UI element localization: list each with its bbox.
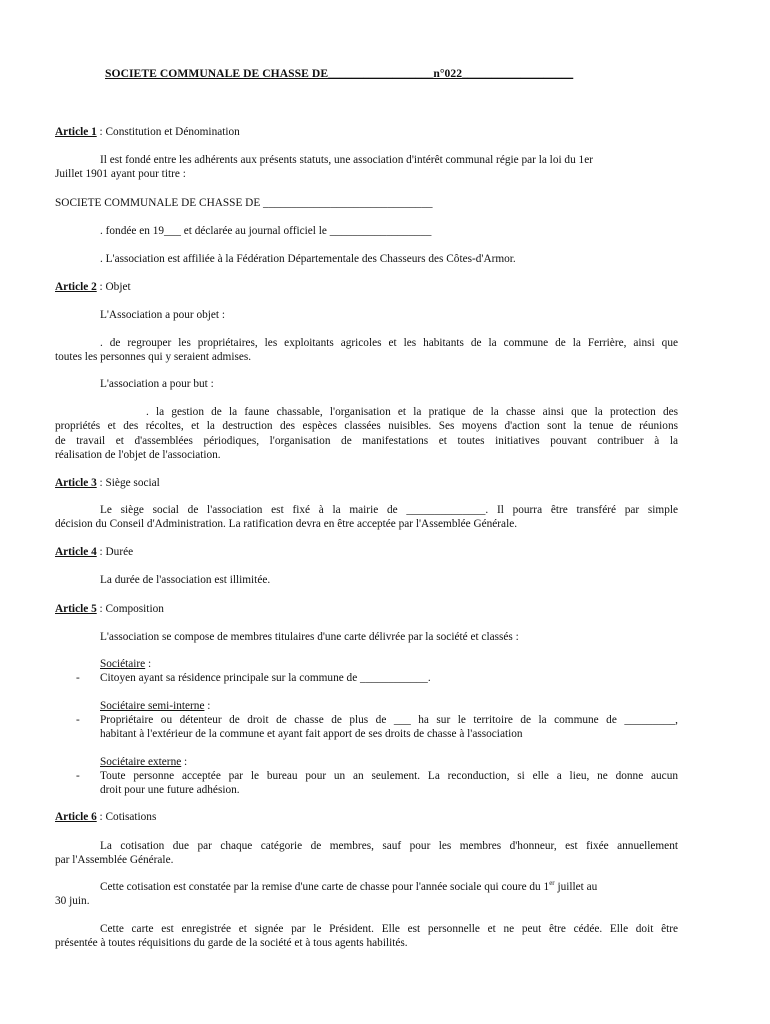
article-3-line2: décision du Conseil d'Administration. La ratification devra en être acceptée par l'Assemblée Générale.	[55, 518, 518, 530]
contribution-line1: La cotisation due par chaque catégorie de membres, sauf pour les membres d'honneur, est fixée annuellement	[100, 840, 678, 852]
member-description-line1: Toute personne acceptée par le bureau pour un an seulement. La reconduction, si elle a lieu, ne donne aucun	[100, 770, 678, 782]
goal-intro: L'association a pour but :	[100, 378, 214, 390]
goal-line3: de travail et d'assemblées périodiques, l'organisation de manifestations et toutes initiatives pouvant contribuer à la	[55, 435, 678, 447]
article-3-line1: Le siège social de l'association est fixé à la mairie de ______________. Il pourra être transféré par simple	[100, 504, 678, 516]
article-6-number: Article 6	[55, 811, 97, 823]
article-2-label: : Objet	[96, 281, 131, 293]
article-5-number: Article 5	[55, 603, 97, 615]
card-issue-text-a: Cette cotisation est constatée par la remise d'une carte de chasse pour l'année sociale qui coure du 1	[100, 881, 550, 893]
member-description-line1: Citoyen ayant sa résidence principale sur la commune de ____________.	[100, 672, 431, 684]
article-3-number: Article 3	[55, 477, 97, 489]
article-4-number: Article 4	[55, 546, 97, 558]
article-6-label: : Cotisations	[96, 811, 157, 823]
article-3-label: : Siège social	[96, 477, 160, 489]
goal-line2: propriétés et des récoltes, et la destruction des espèces classées nuisibles. Ses moyens d'action sont la tenue de réunions	[55, 420, 678, 432]
card-issue-line1	[100, 880, 678, 895]
article-1-text: Il est fondé entre les adhérents aux présents statuts, une association d'intérêt communal régie par la loi du 1er	[100, 154, 593, 166]
card-issue-text-b: juillet au	[554, 881, 598, 893]
article-4-heading	[55, 545, 133, 560]
ordinal-superscript: er	[549, 879, 555, 888]
member-type-title	[100, 657, 151, 672]
list-dash: -	[76, 672, 80, 684]
article-1-paragraph-line1	[100, 153, 678, 168]
article-4-label: : Durée	[96, 546, 134, 558]
member-type-name: Sociétaire externe	[100, 756, 182, 768]
list-dash: -	[76, 770, 80, 782]
association-name-line: SOCIETE COMMUNALE DE CHASSE DE ______________________________	[55, 197, 433, 209]
object-intro: L'Association a pour objet :	[100, 309, 226, 321]
member-description-line1: Propriétaire ou détenteur de droit de chasse de plus de ___ ha sur le territoire de la commune de _________,	[100, 714, 678, 726]
member-type-colon: :	[145, 658, 152, 670]
list-dash: -	[76, 714, 80, 726]
article-1-heading	[55, 125, 240, 140]
member-type-title	[100, 755, 187, 770]
founded-line: . fondée en 19___ et déclarée au journal officiel le __________________	[100, 225, 432, 237]
article-1-paragraph-line2: Juillet 1901 ayant pour titre :	[55, 168, 186, 180]
article-4-line1: La durée de l'association est illimitée.	[100, 574, 271, 586]
goal-line1: . la gestion de la faune chassable, l'organisation et la pratique de la chasse ainsi que la protection des	[146, 406, 678, 418]
goal-line4: réalisation de l'objet de l'association.	[55, 449, 221, 461]
article-5-label: : Composition	[96, 603, 164, 615]
member-type-title	[100, 699, 210, 714]
member-type-colon: :	[181, 756, 188, 768]
contribution-line2: par l'Assemblée Générale.	[55, 854, 174, 866]
article-1-label: : Constitution et Dénomination	[96, 126, 240, 138]
card-signature-line1: Cette carte est enregistrée et signée par le Président. Elle est personnelle et ne peut être cédée. Elle doit être	[100, 923, 678, 935]
object-line2: toutes les personnes qui y seraient admises.	[55, 351, 252, 363]
member-type-name: Sociétaire	[100, 658, 146, 670]
article-3-heading	[55, 476, 160, 491]
article-2-number: Article 2	[55, 281, 97, 293]
article-6-heading	[55, 810, 156, 825]
card-signature-line2: présentée à toutes réquisitions du garde de la société et à tous agents habilités.	[55, 937, 408, 949]
member-type-name: Sociétaire semi-interne	[100, 700, 205, 712]
article-1-number: Article 1	[55, 126, 97, 138]
member-description-line2: droit pour une future adhésion.	[100, 784, 240, 796]
article-2-heading	[55, 280, 131, 295]
object-line1: . de regrouper les propriétaires, les exploitants agricoles et les habitants de la commune de la Ferrière, ainsi que	[100, 337, 678, 349]
member-type-colon: :	[204, 700, 211, 712]
article-5-heading	[55, 602, 164, 617]
member-description-line2: habitant à l'extérieur de la commune et ayant fait apport de ses droits de chasse à l'association	[100, 728, 523, 740]
card-issue-line2: 30 juin.	[55, 895, 90, 907]
affiliation-line: . L'association est affiliée à la Fédération Départementale des Chasseurs des Côtes-d'Armor.	[100, 253, 516, 265]
composition-intro: L'association se compose de membres titulaires d'une carte délivrée par la société et classés :	[100, 631, 519, 643]
document-title: SOCIETE COMMUNALE DE CHASSE DE__________________n°022___________________	[105, 67, 574, 80]
